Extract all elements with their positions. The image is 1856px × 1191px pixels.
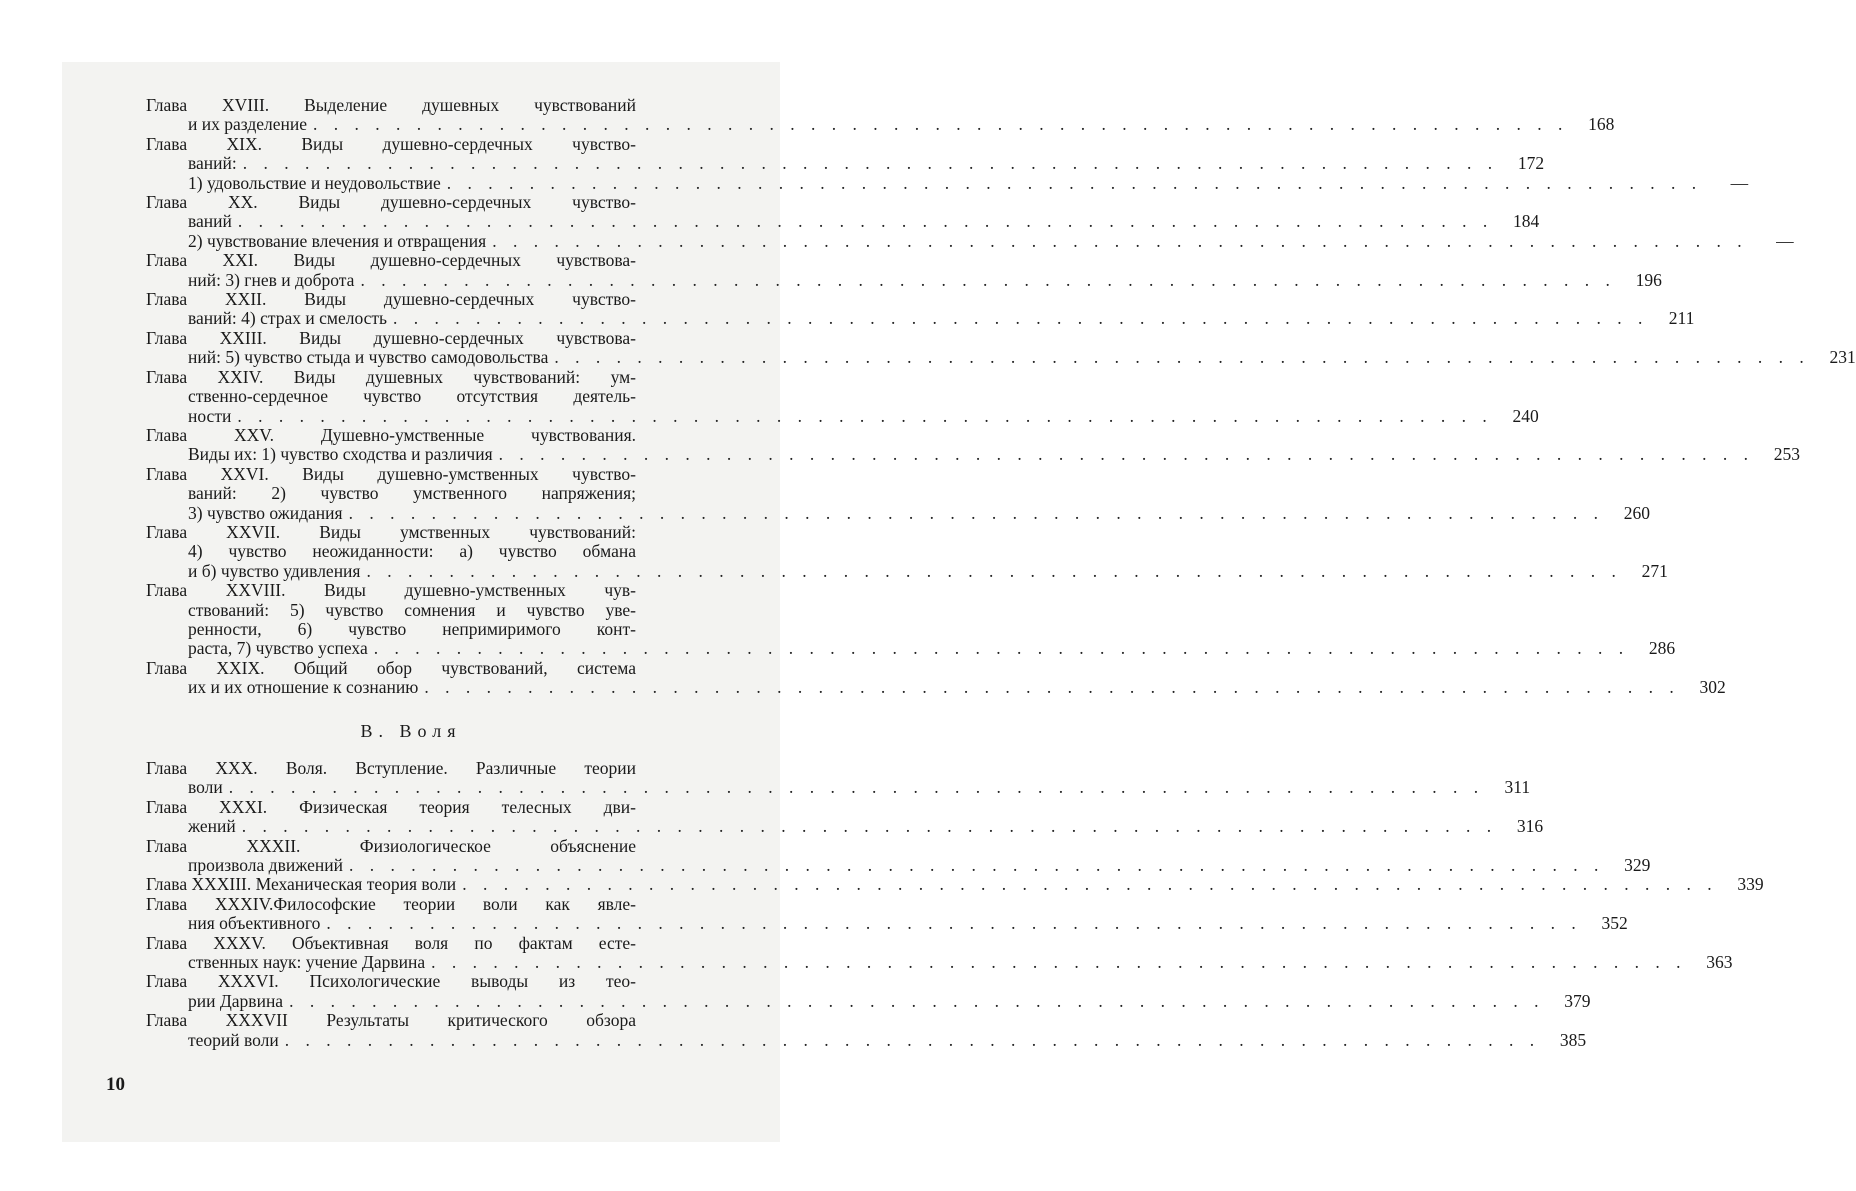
toc-entry-text: раста, 7) чувство успеха: [188, 638, 368, 659]
toc-entry: [146, 657, 1726, 698]
toc-entry-text: рии Дарвина: [188, 990, 284, 1011]
toc-page-number: 271: [1641, 560, 1668, 581]
toc-entry-text: ний: 3) гнев и доброта: [188, 269, 355, 290]
toc-page-number: 260: [1623, 502, 1650, 523]
dot-leader: [349, 856, 1604, 875]
toc-entry: [146, 521, 1668, 581]
toc-entry: [146, 366, 1539, 426]
toc-page-number: 286: [1648, 638, 1676, 659]
toc-entry-text: Глава XX. Виды душевно-сердечных чувство-: [146, 192, 636, 213]
dot-leader: [462, 875, 1717, 894]
toc-page-number: 385: [1559, 1029, 1587, 1050]
toc-entry-text: 1) удовольствие и неудовольствие: [188, 172, 441, 193]
toc-page-number: 172: [1517, 153, 1545, 174]
dot-leader: [243, 154, 1498, 173]
toc-entry-text: ности: [188, 405, 232, 426]
dot-leader: [499, 445, 1754, 464]
dot-leader: [237, 407, 1492, 426]
toc-entry-text: ствований: 5) чувство сомнения и чувство уве-: [188, 599, 636, 620]
toc-page-number: 168: [1588, 114, 1615, 135]
toc-page-number: 329: [1624, 855, 1651, 876]
toc-entry-text: Глава XXIII. Виды душевно-сердечных чувствова-: [146, 327, 636, 348]
toc-entry-text: 3) чувство ожидания: [188, 502, 343, 523]
toc-entry-text: Глава XXX. Воля. Вступление. Различные теории: [146, 758, 636, 778]
toc-page-number: —: [1730, 172, 1749, 193]
dot-leader: [326, 914, 1581, 933]
toc-entry-text: Глава XXXVI. Психологические выводы из тео-: [146, 971, 636, 992]
toc-entry-text: 4) чувство неожиданности: а) чувство обмана: [188, 541, 636, 562]
toc-entry-text: 2) чувствование влечения и отвращения: [188, 230, 487, 251]
dot-leader: [374, 639, 1629, 658]
toc-entry-text: Глава XXXVII Результаты критического обзора: [146, 1010, 636, 1031]
dot-leader: [349, 504, 1604, 523]
dot-leader: [229, 778, 1484, 797]
toc-entry: [146, 580, 1676, 659]
toc-entry-text: ния объективного: [188, 913, 321, 934]
toc-entry-text: ренности, 6) чувство непримиримого конт-: [188, 618, 636, 639]
toc-entry-text: Глава XXII. Виды душевно-сердечных чувство-: [146, 289, 636, 310]
toc-page-number: 363: [1706, 952, 1733, 973]
toc-entry-text: жений: [188, 816, 236, 837]
table-of-contents: [146, 95, 1856, 1050]
toc-page-number: 316: [1516, 816, 1544, 837]
toc-entry: [146, 133, 1545, 174]
toc-entry: [146, 289, 1695, 329]
toc-page-number: —: [1776, 230, 1794, 251]
toc-entry-text: ственных наук: учение Дарвина: [188, 952, 426, 973]
toc-entry-text: теорий воли: [188, 1029, 279, 1050]
toc-entry: [146, 172, 1749, 193]
toc-entry-text: Глава XXVIII. Виды душевно-умственных чув-: [146, 580, 636, 601]
toc-entry: [146, 796, 1544, 837]
toc-page-number: 352: [1601, 913, 1628, 934]
toc-entry-text: Глава XXI. Виды душевно-сердечных чувствова-: [146, 250, 636, 271]
toc-entry-text: и их разделение: [188, 114, 308, 135]
dot-leader: [366, 562, 1621, 581]
toc-entry-text: Глава XXVII. Виды умственных чувствований:: [146, 521, 636, 542]
dot-leader: [447, 174, 1702, 193]
toc-entry-text: Глава XXXII. Физиологическое объяснение: [146, 835, 636, 856]
toc-entry: [146, 932, 1733, 973]
toc-entry-text: Глава XXXV. Объективная воля по фактам есте-: [146, 932, 636, 953]
toc-entry-text: ваний:: [188, 153, 237, 174]
toc-page-number: 339: [1737, 874, 1764, 895]
section-title-will: В. Воля: [360, 720, 462, 741]
toc-entry-text: Глава XXXIV.Философские теории воли как явле-: [146, 893, 636, 914]
toc-entry-text: ваний: 4) страх и смелость: [188, 308, 388, 329]
toc-entry: [146, 327, 1856, 368]
toc-entry-text: Глава XXVI. Виды душевно-умственных чувство-: [146, 463, 636, 484]
toc-page-number: 211: [1668, 308, 1695, 329]
toc-entry: [146, 971, 1591, 1011]
dot-leader: [285, 1031, 1540, 1050]
toc-entry: [146, 424, 1800, 465]
toc-page-number: 253: [1773, 444, 1800, 465]
toc-entry-text: воли: [188, 777, 223, 798]
toc-entry: [146, 835, 1651, 876]
page-number: 10: [106, 1074, 125, 1095]
dot-leader: [289, 992, 1544, 1011]
toc-entry-text: ственно-сердечное чувство отсутствия деятель-: [188, 386, 636, 407]
toc-entry-text: ваний: 2) чувство умственного напряжения;: [188, 483, 636, 504]
dot-leader: [238, 212, 1493, 231]
toc-page-number: 184: [1513, 211, 1540, 232]
toc-entry: [146, 758, 1531, 798]
toc-entry-text: Глава XXIV. Виды душевных чувствований: ум-: [146, 366, 636, 387]
dot-leader: [242, 817, 1497, 836]
toc-entry: [146, 95, 1615, 135]
toc-page-number: 379: [1564, 990, 1591, 1011]
toc-entry-text: Глава XXIX. Общий обор чувствований, система: [146, 657, 636, 678]
toc-entry-text: Глава XXXIII. Механическая теория воли: [146, 874, 457, 895]
toc-entry-text: Виды их: 1) чувство сходства и различия: [188, 444, 493, 465]
toc-entry-text: ний: 5) чувство стыда и чувство самодовольства: [188, 347, 549, 368]
toc-page-number: 240: [1512, 405, 1539, 426]
toc-entry-text: ваний: [188, 211, 232, 232]
toc-page-number: 231: [1829, 347, 1856, 368]
toc-section-will: [146, 758, 1764, 1050]
toc-entry: [146, 463, 1650, 523]
dot-leader: [424, 678, 1679, 697]
dot-leader: [360, 271, 1615, 290]
toc-entry-text: Глава XIX. Виды душевно-сердечных чувство-: [146, 133, 636, 154]
dot-leader: [554, 348, 1809, 367]
toc-entry-text: Глава XXXI. Физическая теория телесных дви-: [146, 796, 636, 817]
toc-section-feelings: [146, 95, 1856, 698]
toc-entry: [146, 1010, 1587, 1050]
toc-entry-text: произвола движений: [188, 855, 343, 876]
toc-entry-text: Глава XVIII. Выделение душевных чувствований: [146, 95, 636, 115]
toc-entry: [146, 230, 1794, 251]
toc-page-number: 302: [1699, 677, 1726, 698]
toc-entry-text: их и их отношение к сознанию: [188, 677, 419, 698]
dot-leader: [492, 232, 1747, 251]
toc-entry: [146, 250, 1662, 290]
dot-leader: [393, 309, 1648, 328]
toc-entry: [146, 192, 1540, 232]
toc-entry-text: Глава XXV. Душевно-умственные чувствования.: [146, 424, 636, 445]
dot-leader: [431, 953, 1686, 972]
toc-entry-text: и б) чувство удивления: [188, 560, 361, 581]
toc-page-number: 196: [1635, 269, 1662, 290]
dot-leader: [313, 115, 1568, 134]
toc-entry: [146, 874, 1764, 895]
toc-entry: [146, 893, 1628, 934]
toc-page-number: 311: [1504, 777, 1531, 798]
